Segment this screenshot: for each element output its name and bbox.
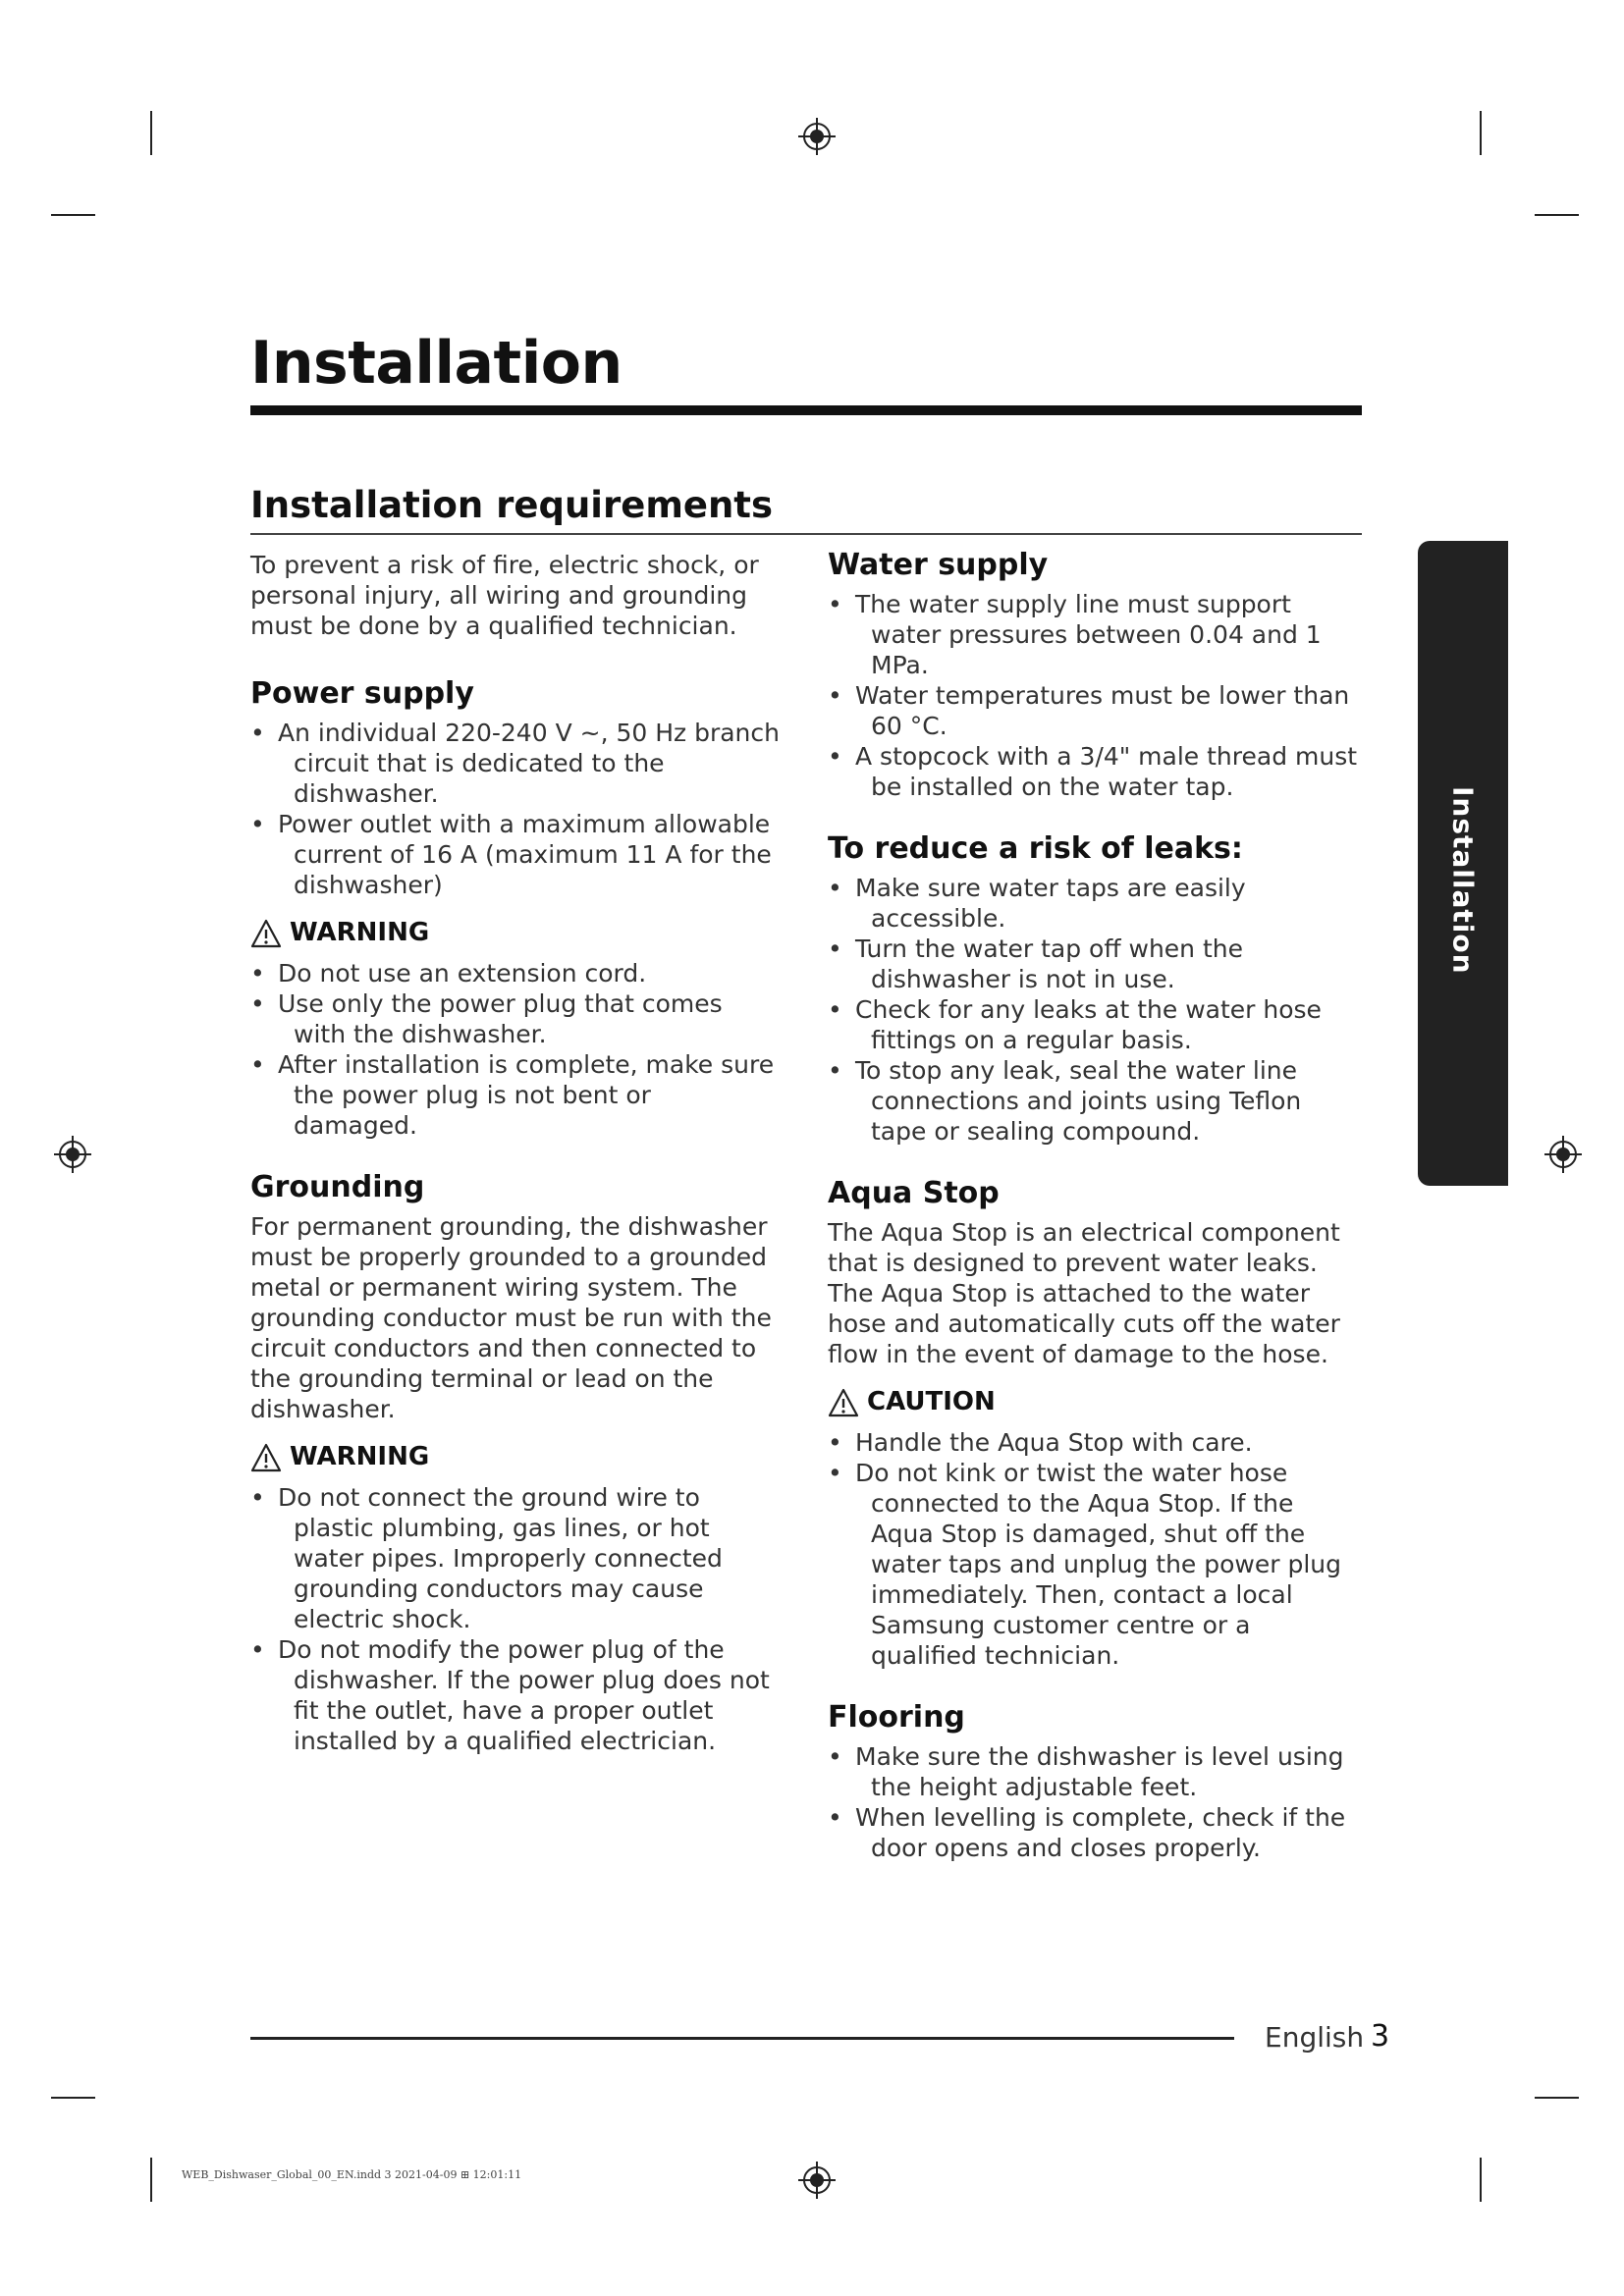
list-item: • Use only the power plug that comes with the dishwasher. (250, 988, 781, 1049)
warning-notice (250, 1442, 781, 1472)
water-supply-heading: Water supply (828, 548, 1049, 582)
registration-mark-icon (54, 1136, 91, 1173)
right-column (828, 548, 1358, 1863)
warning-list (250, 958, 781, 1141)
warning-list (250, 1482, 781, 1756)
list-item: • When levelling is complete, check if the door opens and closes properly. (828, 1802, 1358, 1863)
list-item: • The water supply line must support water pressures between 0.04 and 1 MPa. (828, 589, 1358, 680)
list-item: • Make sure water taps are easily accessible. (828, 873, 1358, 934)
power-supply-list (250, 718, 781, 900)
list-item: • An individual 220-240 V ~, 50 Hz branch circuit that is dedicated to the dishwasher. (250, 718, 781, 809)
list-item: • Do not modify the power plug of the dishwasher. If the power plug does not fit the outlet, have a proper outlet installed by a qualified electrician. (250, 1634, 781, 1756)
print-info: WEB_Dishwaser_Global_00_EN.indd 3 2021-04-09 ⊞ 12:01:11 (182, 2168, 522, 2181)
warning-triangle-icon (828, 1388, 859, 1417)
crop-mark (1480, 2158, 1482, 2202)
flooring-heading: Flooring (828, 1700, 965, 1735)
intro-text: To prevent a risk of fire, electric shock, or personal injury, all wiring and grounding must be done by a qualified technician. (250, 551, 759, 640)
list-item: • Do not use an extension cord. (250, 958, 781, 988)
chapter-side-tab (1418, 541, 1508, 1186)
list-item: • A stopcock with a 3/4" male thread must be installed on the water tap. (828, 741, 1358, 802)
list-item: • Power outlet with a maximum allowable current of 16 A (maximum 11 A for the dishwasher) (250, 809, 781, 900)
grounding-text: For permanent grounding, the dishwasher must be properly grounded to a grounded metal or permanent wiring system. The grounding conductor must be run with the circuit conductors and then connected to the grounding terminal or lead on the dishwasher. (250, 1212, 772, 1423)
footer-rule (250, 2037, 1234, 2040)
list-item: • After installation is complete, make sure the power plug is not bent or damaged. (250, 1049, 781, 1141)
warning-label: WARNING (290, 918, 430, 947)
warning-triangle-icon (250, 1443, 282, 1472)
caution-label: CAUTION (867, 1387, 996, 1416)
list-item: • To stop any leak, seal the water line connections and joints using Teflon tape or sealing compound. (828, 1055, 1358, 1147)
registration-mark-icon (1544, 1136, 1582, 1173)
side-tab-label: Installation (1446, 786, 1480, 975)
leaks-heading: To reduce a risk of leaks: (828, 831, 1243, 866)
aqua-stop-text: The Aqua Stop is an electrical component that is designed to prevent water leaks. The Aqua Stop is attached to the water hose and automatically cuts off the water flow in the event of damage to the hose. (828, 1218, 1340, 1368)
crop-mark (1480, 111, 1482, 155)
section-title: Installation requirements (250, 484, 774, 526)
title-rule (250, 405, 1362, 415)
left-column (250, 550, 781, 1756)
warning-triangle-icon (250, 919, 282, 948)
list-item: • Do not connect the ground wire to plastic plumbing, gas lines, or hot water pipes. Improperly connected grounding conductors may cause electric shock. (250, 1482, 781, 1634)
page-number: 3 (1371, 2019, 1390, 2054)
list-item: • Turn the water tap off when the dishwasher is not in use. (828, 934, 1358, 994)
aqua-stop-heading: Aqua Stop (828, 1176, 1000, 1210)
list-item: • Handle the Aqua Stop with care. (828, 1427, 1358, 1458)
list-item: • Do not kink or twist the water hose connected to the Aqua Stop. If the Aqua Stop is damaged, shut off the water taps and unplug the power plug immediately. Then, contact a local Samsung customer centre or a qualified technician. (828, 1458, 1358, 1671)
list-item: • Check for any leaks at the water hose fittings on a regular basis. (828, 994, 1358, 1055)
page-title: Installation (250, 329, 623, 398)
crop-mark (1535, 214, 1579, 216)
crop-mark (51, 214, 95, 216)
crop-mark (1535, 2097, 1579, 2099)
registration-mark-icon (798, 118, 836, 155)
crop-mark (150, 2158, 152, 2202)
leaks-list (828, 873, 1358, 1147)
crop-mark (51, 2097, 95, 2099)
caution-list (828, 1427, 1358, 1671)
warning-label: WARNING (290, 1442, 430, 1471)
grounding-heading: Grounding (250, 1170, 425, 1204)
warning-notice (250, 918, 781, 948)
crop-mark (150, 111, 152, 155)
power-supply-heading: Power supply (250, 676, 474, 711)
flooring-list (828, 1741, 1358, 1863)
list-item: • Water temperatures must be lower than 60 °C. (828, 680, 1358, 741)
water-supply-list (828, 589, 1358, 802)
list-item: • Make sure the dishwasher is level using the height adjustable feet. (828, 1741, 1358, 1802)
registration-mark-icon (798, 2162, 836, 2199)
footer-language: English (1265, 2021, 1365, 2054)
caution-notice (828, 1387, 1358, 1417)
section-rule (250, 533, 1362, 535)
